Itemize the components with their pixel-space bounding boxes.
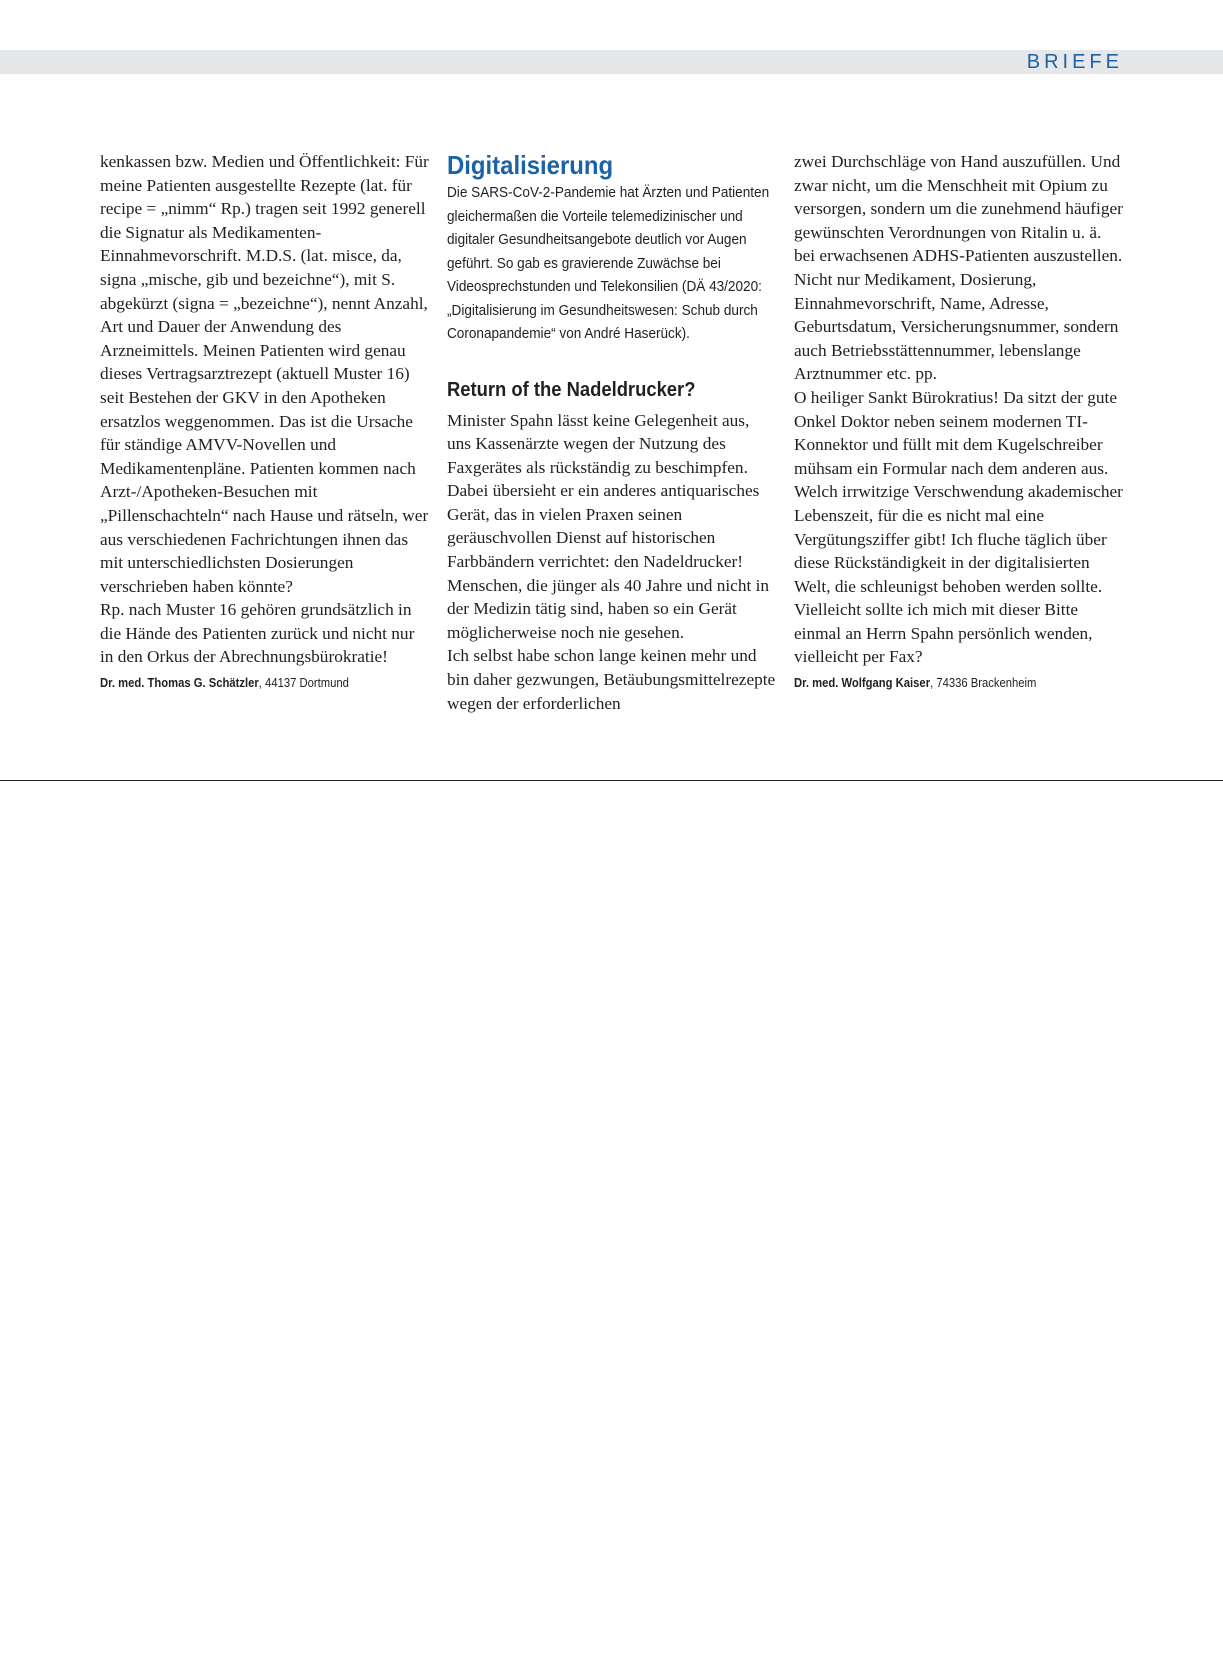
author-place: , 74336 Brackenheim [930, 676, 1037, 691]
letter-column-3 [794, 150, 1124, 691]
author-name: Dr. med. Wolfgang Kaiser [794, 676, 931, 691]
footer-rule [0, 780, 1223, 781]
letter-column-1 [100, 150, 430, 691]
letter-signature [100, 675, 433, 691]
topic-teaser: Die SARS-CoV-2-Pandemie hat Ärzten und Patienten gleichermaßen die Vorteile telemedizinischer und digitaler Gesundheitsangebote deutlich vor Augen geführt. So gab es gravierende Zuwächse bei Videosprechstunden und Telekonsilien (DÄ 43/2020: „Digitalisierung im Gesundheitswesen: Schub durch Coronapandemie“ von André Haserück). [447, 185, 770, 342]
letter-body: Minister Spahn lässt keine Gelegenheit aus, uns Kassenärzte wegen der Nutzung des Faxgerätes als rückständig zu beschimpfen. Dabei übersieht er ein anderes antiquarisches Gerät, das in vielen Praxen seinen geräuschvollen Dienst auf historischen Farbbändern verrichtet: den Nadeldrucker! Menschen, die jünger als 40 Jahre und nicht in der Medizin tätig sind, haben so ein Gerät möglicherweise noch nie gesehen. [447, 410, 770, 642]
letter-body-2: O heiliger Sankt Bürokratius! Da sitzt der gute Onkel Doktor neben seinem modernen TI-Konnektor und füllt mit dem Kugelschreiber mühsam ein Formular nach dem anderen aus. Welch irrwitzige Verschwendung akademischer Lebenszeit, für die es nicht mal eine Vergütungsziffer gibt! Ich fluche täglich über diese Rückständigkeit in der digitalisierten Welt, die schleunigst behoben werden sollte. [794, 387, 1123, 596]
topic-title: Digitalisierung [447, 150, 614, 180]
letter-body-3: Vielleicht sollte ich mich mit dieser Bitte einmal an Herrn Spahn persönlich wenden, vielleicht per Fax? [794, 600, 1093, 667]
letter-body: kenkassen bzw. Medien und Öffentlichkeit: Für meine Patienten ausgestellte Rezepte (lat. für recipe = „nimm“ Rp.) tragen seit 1992 generell die Signatur als Medikamenten-Einnahmevorschrift. M.D.S. (lat. misce, da, signa „mische, gib und bezeichne“), mit S. abgekürzt (signa = „bezeichne“), nennt Anzahl, Art und Dauer der Anwendung des Arzneimittels. Meinen Patienten wird genau dieses Vertragsarztrezept (aktuell Muster 16) seit Bestehen der GKV in den Apotheken ersatzlos weggenommen. Das ist die Ursache für ständige AMVV-Novellen und Medikamentenpläne. Patienten kommen nach Arzt-/Apotheken-Besuchen mit „Pillenschachteln“ nach Hause und rätseln, wer aus verschiedenen Fachrichtungen ihnen das mit unterschiedlichsten Dosierungen verschrieben haben könnte? [100, 152, 429, 596]
letter-headline: Return of the Nadeldrucker? [447, 378, 696, 401]
letter-body-2: Ich selbst habe schon lange keinen mehr und bin daher gezwungen, Betäubungsmittelrezepte wegen der erforderlichen [447, 646, 776, 713]
author-name: Dr. med. Thomas G. Schätzler [100, 676, 259, 691]
letter-body-2: Rp. nach Muster 16 gehören grundsätzlich in die Hände des Patienten zurück und nicht nur in den Orkus der Abrechnungsbürokratie! [100, 600, 415, 667]
section-label: BRIEFE [1026, 51, 1123, 73]
letter-body: zwei Durchschläge von Hand auszufüllen. Und zwar nicht, um die Menschheit mit Opium zu versorgen, sondern um die zunehmend häufiger gewünschten Verordnungen von Ritalin u. ä. bei erwachsenen ADHS-Patienten auszustellen. Nicht nur Medikament, Dosierung, Einnahmevorschrift, Name, Adresse, Geburtsdatum, Versicherungsnummer, sondern auch Betriebsstättennummer, lebenslange Arztnummer etc. pp. [794, 152, 1123, 384]
letter-column-2 [447, 150, 777, 715]
letter-signature [794, 675, 1127, 691]
author-place: , 44137 Dortmund [258, 676, 349, 691]
